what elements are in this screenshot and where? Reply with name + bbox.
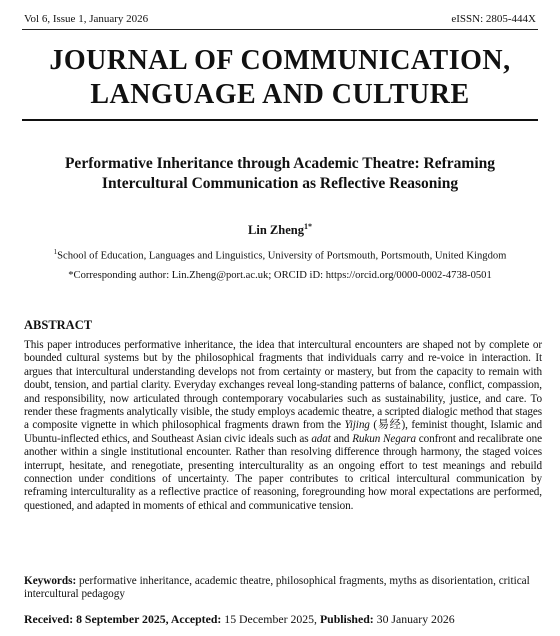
author-superscript: 1* [303, 222, 312, 231]
adat-term: adat [311, 432, 331, 445]
corresponding-author: *Corresponding author: Lin.Zheng@port.ac.uk; ORCID iD: https://orcid.org/0000-0002-4738-0501 [68, 270, 492, 281]
journal-rule [22, 119, 538, 121]
article-title-line2: Intercultural Communication as Reflective Reasoning [101, 175, 459, 192]
article-dates [24, 612, 455, 627]
accepted-date: 15 December 2025, [221, 612, 317, 626]
keywords-label: Keywords: [24, 575, 77, 587]
article-title [40, 154, 520, 194]
affiliation-superscript: 1 [53, 248, 58, 256]
header-rule [22, 29, 538, 30]
keywords [24, 575, 542, 602]
received-date: Received: 8 September 2025, [24, 612, 169, 626]
journal-title-line1: JOURNAL OF COMMUNICATION, [49, 45, 511, 76]
abstract-body [24, 339, 542, 513]
accepted-label: Accepted: [168, 612, 222, 626]
yijing-chinese: (易经) [373, 419, 406, 432]
journal-title [0, 44, 560, 112]
published-label: Published: [317, 612, 374, 626]
affiliation-text: School of Education, Languages and Linguistics, University of Portsmouth, Portsmouth, United Kingdom [57, 250, 507, 262]
author [0, 222, 560, 238]
issue-info: Vol 6, Issue 1, January 2026 [24, 13, 149, 25]
journal-title-line2: LANGUAGE AND CULTURE [90, 79, 470, 110]
abstract-and: and [330, 432, 353, 445]
abstract-part-1: This paper introduces performative inheritance, the idea that intercultural encounters are shaped not by complete or bounded cultural systems but by the philosophical fragments that individuals carry and re-voice in interaction. It argues that intercultural understanding develops not from certainty or mastery, but from the capacity to remain with doubt, tension, and partial clarity. Everyday exchanges reveal long-standing patterns of balance, conflict, compassion, and responsibility, now articulated through contemporary vocabularies such as sustainability, justice, and care. To render these fragments analytically visible, the study employs academic theatre, a scripted dialogic method that stages a composite vignette in which philosophical fragments drawn from the [24, 339, 542, 432]
abstract-heading: ABSTRACT [24, 318, 93, 332]
published-date: 30 January 2026 [373, 612, 455, 626]
affiliation [0, 248, 560, 262]
author-name: Lin Zheng [248, 223, 304, 238]
article-title-line1: Performative Inheritance through Academic Theatre: Reframing [64, 155, 496, 172]
rukun-negara-term: Rukun Negara [352, 432, 417, 445]
keywords-text: performative inheritance, academic theatre, philosophical fragments, myths as disorientation, critical intercultural pedagogy [24, 575, 530, 601]
issn: eISSN: 2805-444X [451, 13, 536, 25]
abstract-part-3: confront and recalibrate one another within a single institutional encounter. Rather than resolving difference through harmony, the staged voices interrupt, hesitate, and renegotiate, presenting interculturality as an ongoing effort to test meanings and rebuild connection under conditions of uncertainty. The paper contributes to critical intercultural communication by reframing interculturality as a reflective practice of reasoning, foregrounding how moral expectations are performed, questioned, and adapted in moments of ethical and communicative tension. [24, 432, 542, 512]
yijing-term: Yijing [344, 419, 370, 432]
abstract-part-2: , feminist thought, Islamic and Ubuntu-inflected ethics, and Southeast Asian civic ideals such as [24, 419, 542, 445]
